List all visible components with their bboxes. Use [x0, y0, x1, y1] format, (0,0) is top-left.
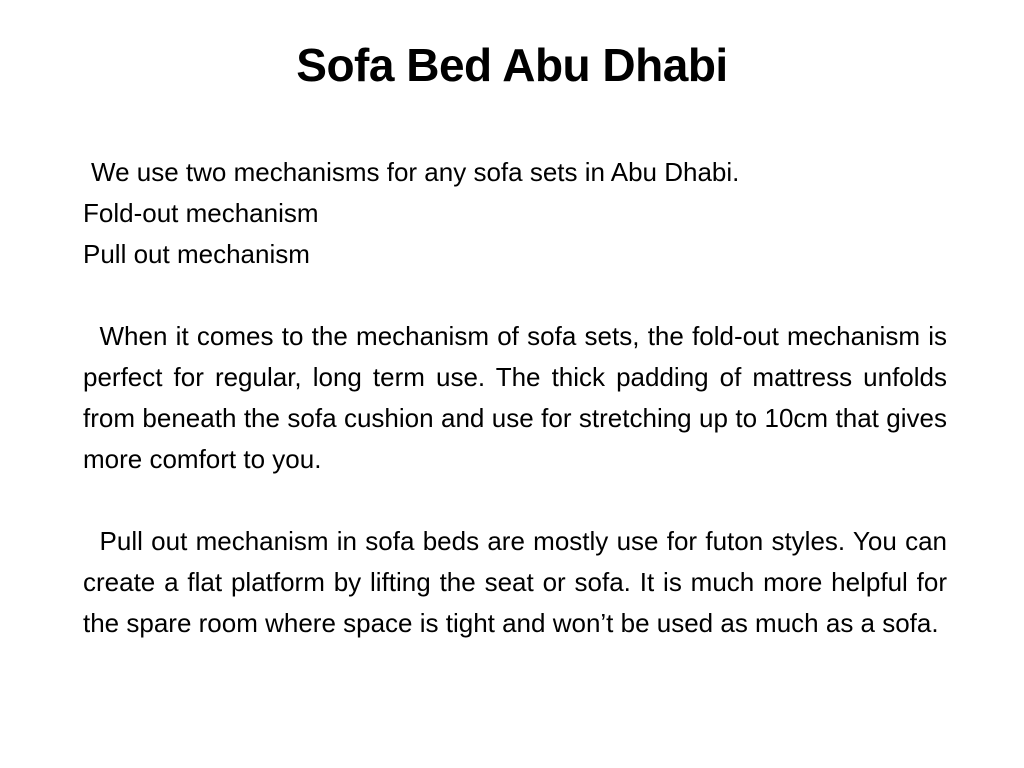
- fold-out-paragraph-text: When it comes to the mechanism of sofa sets, the fold-out mechanism is perfect for regular, long term use. The thick padding of mattress unfolds from beneath the sofa cushion and use for stretching up to 10cm that gives more comfort to you.: [83, 321, 948, 474]
- mechanism-item-fold-out: Fold-out mechanism: [83, 198, 319, 228]
- fold-out-paragraph: [83, 316, 947, 480]
- pull-out-paragraph: [83, 521, 947, 644]
- mechanism-item-pull-out: Pull out mechanism: [83, 239, 310, 269]
- intro-text: We use two mechanisms for any sofa sets in Abu Dhabi.: [91, 157, 740, 187]
- spacer: [83, 275, 947, 316]
- page-title: Sofa Bed Abu Dhabi: [296, 39, 728, 91]
- pull-out-paragraph-text: Pull out mechanism in sofa beds are mostly use for futon styles. You can create a flat platform by lifting the seat or sofa. It is much more helpful for the spare room where space is tight and won’t be used as much as a sofa.: [83, 526, 947, 638]
- slide-body: [83, 152, 947, 644]
- spacer: [83, 480, 947, 521]
